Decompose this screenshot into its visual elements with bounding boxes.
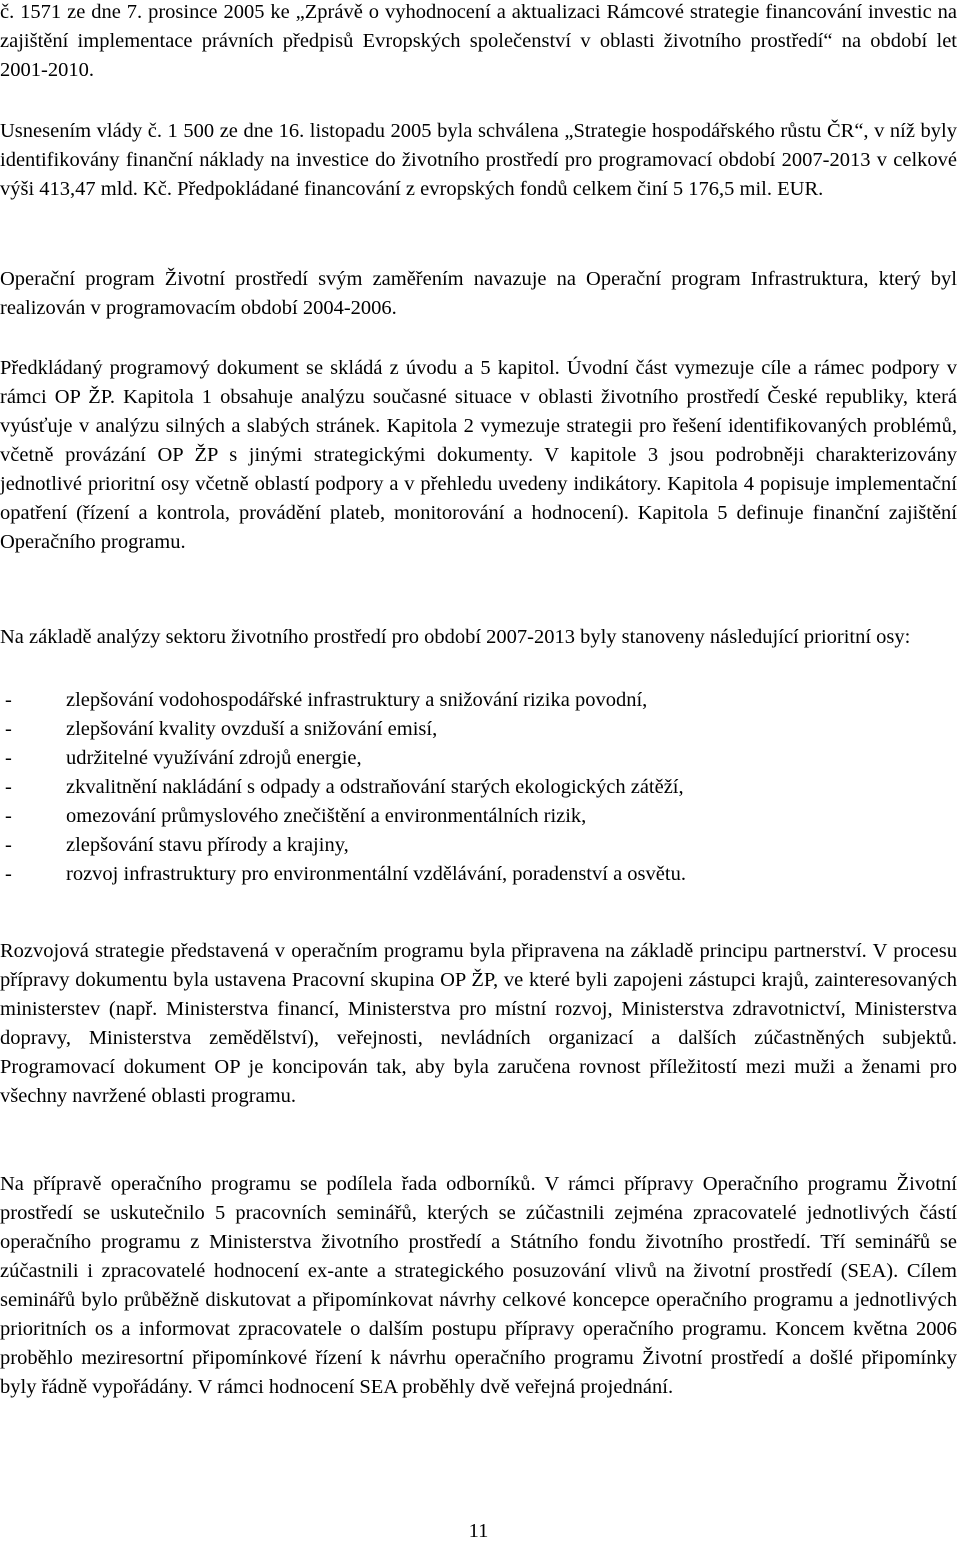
list-item-text: omezování průmyslového znečištění a environmentálních rizik, (66, 805, 587, 827)
paragraph-priority-axes-intro: Na základě analýzy sektoru životního prostředí pro období 2007-2013 byly stanoveny následující prioritní osy: (0, 626, 911, 648)
list-dash: - (5, 747, 12, 769)
list-item-text: rozvoj infrastruktury pro environmentální vzdělávání, poradenství a osvětu. (66, 863, 686, 885)
list-item (0, 802, 957, 831)
paragraph-partnership-strategy: Rozvojová strategie představená v operačním programu byla připravena na základě principu partnerství. V procesu přípravy dokumentu byla ustavena Pracovní skupina OP ŽP, ve které byli zapojeni zástupci krajů, zainteresovaných ministerstev (např. Ministerstva financí, Ministerstva pro místní rozvoj, Ministerstva zdravotnictví, Ministerstva dopravy, Ministerstva zemědělství), veřejnosti, nevládních organizací a dalších zúčastněných subjektů. Programovací dokument OP je koncipován tak, aby byla zaručena rovnost příležitostí mezi muži a ženami pro všechny navržené oblasti programu. (0, 940, 957, 1107)
paragraph-document-structure: Předkládaný programový dokument se skládá z úvodu a 5 kapitol. Úvodní část vymezuje cíle a rámec podpory v rámci OP ŽP. Kapitola 1 obsahuje analýzu současné situace v oblasti životního prostředí České republiky, která vyúsťuje v analýzu silných a slabých stránek. Kapitola 2 vymezuje strategii pro řešení identifikovaných problémů, včetně provázání OP ŽP s jinými strategickými dokumenty. V kapitole 3 jsou podrobněji charakterizovány jednotlivé prioritní osy včetně oblastí podpory a v přehledu uvedeny indikátory. Kapitola 4 popisuje implementační opatření (řízení a kontrola, provádění plateb, monitorování a hodnocení). Kapitola 5 definuje finanční zajištění Operačního programu. (0, 357, 957, 553)
list-item (0, 860, 957, 889)
list-dash: - (5, 718, 12, 740)
list-dash: - (5, 776, 12, 798)
list-item (0, 686, 957, 715)
list-dash: - (5, 805, 12, 827)
paragraph-government-resolution-1500: Usnesením vlády č. 1 500 ze dne 16. listopadu 2005 byla schválena „Strategie hospodářského růstu ČR“, v níž byly identifikovány finanční náklady na investice do životního prostředí pro programovací období 2007-2013 v celkové výši 413,47 mld. Kč. Předpokládané financování z evropských fondů celkem činí 5 176,5 mil. EUR. (0, 120, 957, 200)
paragraph-operational-program-continuity: Operační program Životní prostředí svým zaměřením navazuje na Operační program Infrastruktura, který byl realizován v programovacím období 2004-2006. (0, 268, 957, 319)
paragraph-program-preparation: Na přípravě operačního programu se podílela řada odborníků. V rámci přípravy Operačního programu Životní prostředí se uskutečnilo 5 pracovních seminářů, kterých se zúčastnili zejména zpracovatelé jednotlivých částí operačního programu z Ministerstva životního prostředí a Státního fondu životního prostředí. Tří seminářů se zúčastnili i zpracovatelé hodnocení ex-ante a strategického posuzování vlivů na životní prostředí (SEA). Cílem seminářů bylo průběžně diskutovat a připomínkovat návrhy celkové koncepce operačního programu a jednotlivých prioritních os a informovat zpracovatele o dalším postupu přípravy operačního programu. Koncem května 2006 proběhlo meziresortní připomínkové řízení k návrhu operačního programu Životní prostředí a došlé připomínky byly řádně vypořádány. V rámci hodnocení SEA proběhly dvě veřejná projednání. (0, 1173, 957, 1398)
list-item-text: udržitelné využívání zdrojů energie, (66, 747, 362, 769)
list-item (0, 744, 957, 773)
list-item-text: zkvalitnění nakládání s odpady a odstraňování starých ekologických zátěží, (66, 776, 684, 798)
list-item-text: zlepšování kvality ovzduší a snižování emisí, (66, 718, 438, 740)
list-item-text: zlepšování vodohospodářské infrastruktury a snižování rizika povodní, (66, 689, 648, 711)
list-item (0, 715, 957, 744)
priority-axes-list (0, 686, 957, 889)
list-item (0, 831, 957, 860)
list-dash: - (5, 689, 12, 711)
page-number: 11 (468, 1520, 489, 1542)
list-item (0, 773, 957, 802)
list-dash: - (5, 863, 12, 885)
list-item-text: zlepšování stavu přírody a krajiny, (66, 834, 349, 856)
list-dash: - (5, 834, 12, 856)
paragraph-government-resolution-1571: č. 1571 ze dne 7. prosince 2005 ke „Zprávě o vyhodnocení a aktualizaci Rámcové strategie financování investic na zajištění implementace právních předpisů Evropských společenství v oblasti životního prostředí“ na období let 2001-2010. (0, 1, 957, 81)
